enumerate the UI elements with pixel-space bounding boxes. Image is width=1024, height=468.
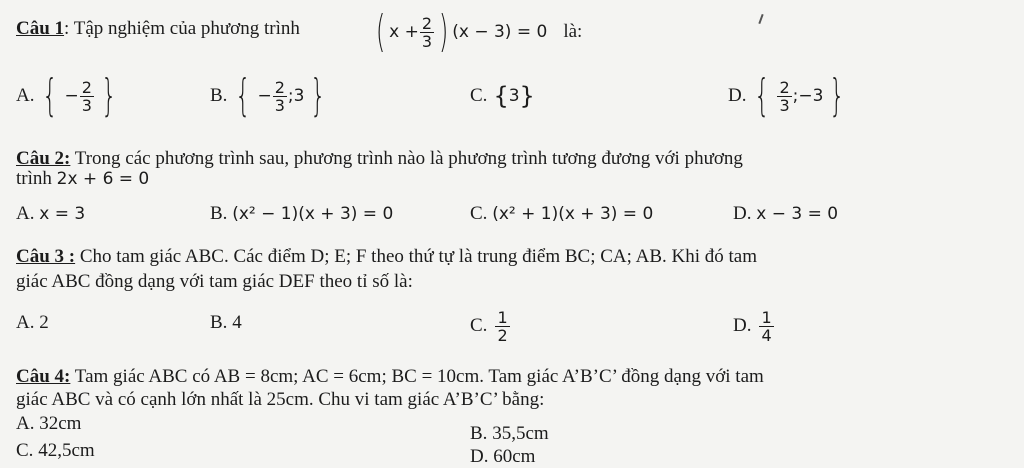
q2-option-c[interactable]: C. (x² + 1)(x + 3) = 0: [470, 203, 654, 224]
q1-option-a[interactable]: A. { − $\frac{2}{3}$ }: [16, 70, 117, 121]
question-2-line-2: trình 2x + 6 = 0: [16, 168, 150, 189]
q4-option-b[interactable]: B. 35,5cm: [470, 423, 549, 444]
q2-option-a[interactable]: A. x = 3: [16, 203, 86, 224]
q1-option-d[interactable]: D. { $\frac{2}{3}$ ;−3 }: [728, 70, 846, 121]
question-3-line-1: Câu 3 : Cho tam giác ABC. Các điểm D; E; F theo thứ tự là trung điểm BC; CA; AB. Khi đó tam: [16, 246, 757, 267]
q2-option-b[interactable]: B. (x² − 1)(x + 3) = 0: [210, 203, 394, 224]
question-1-equation: ( x + $\frac{2}{3}$ ) (x − 3) = 0 là:: [375, 6, 583, 57]
question-4-line-2: giác ABC và có cạnh lớn nhất là 25cm. Chu vi tam giác A’B’C’ bằng:: [16, 389, 545, 410]
question-4-label: Câu 4:: [16, 366, 71, 387]
question-1-label: Câu 1: [16, 18, 65, 39]
q3-option-a[interactable]: A. 2: [16, 312, 49, 333]
q3-option-c[interactable]: C. $\frac{1}{2}$: [470, 307, 508, 345]
fraction: $\frac{2}{3}$: [421, 13, 433, 51]
q2-option-d[interactable]: D. x − 3 = 0: [733, 203, 839, 224]
q4-option-a[interactable]: A. 32cm: [16, 413, 82, 434]
question-3-line-2: giác ABC đồng dạng với tam giác DEF theo tỉ số là:: [16, 271, 413, 292]
stray-mark: [758, 14, 763, 24]
q1-option-b[interactable]: B. { − $\frac{2}{3}$ ;3 }: [210, 70, 327, 121]
q3-option-b[interactable]: B. 4: [210, 312, 242, 333]
q4-option-d[interactable]: D. 60cm: [470, 446, 536, 467]
question-2-line-1: Câu 2: Trong các phương trình sau, phương trình nào là phương trình tương đương với phương: [16, 148, 743, 169]
question-1-line: [16, 18, 300, 40]
q3-option-d[interactable]: D. $\frac{1}{4}$: [733, 307, 772, 345]
question-4-line-1: Câu 4: Tam giác ABC có AB = 8cm; AC = 6cm; BC = 10cm. Tam giác A’B’C’ đồng dạng với tam: [16, 366, 764, 387]
question-3-label: Câu 3 :: [16, 246, 76, 267]
q4-option-c[interactable]: C. 42,5cm: [16, 440, 95, 461]
question-1-end: là:: [563, 21, 583, 42]
q1-option-c[interactable]: C. { 3 }: [470, 82, 535, 110]
question-2-equation: 2x + 6 = 0: [56, 169, 150, 189]
question-2-label: Câu 2:: [16, 148, 71, 169]
question-1-text: : Tập nghiệm của phương trình: [64, 18, 300, 39]
